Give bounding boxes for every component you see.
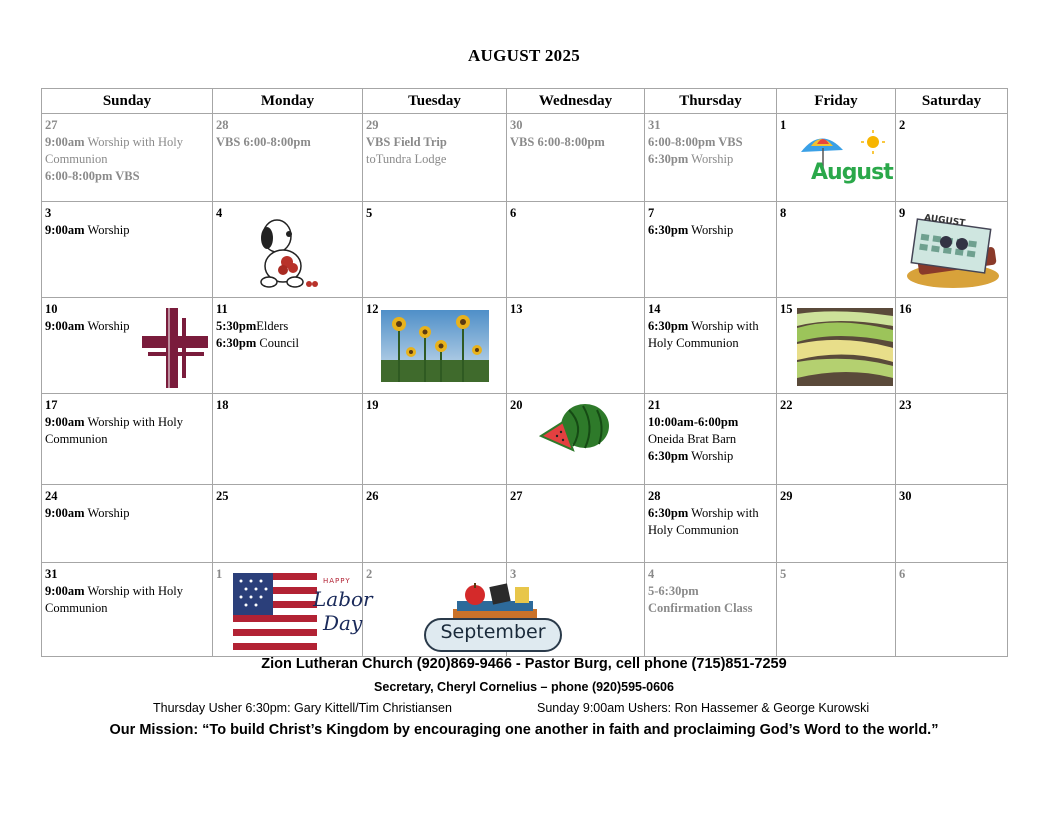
day-cell-friday — [777, 202, 896, 298]
event-text: Worship — [688, 223, 734, 237]
event-time: 6:00-8:00pm VBS — [45, 169, 140, 183]
event-time: 9:00am — [45, 223, 85, 237]
event-line — [648, 151, 774, 168]
calendar-title: AUGUST 2025 — [467, 46, 581, 65]
day-cell-content — [507, 298, 644, 318]
day-cell-saturday — [896, 485, 1008, 563]
day-cell-sunday — [42, 394, 213, 485]
event-line — [648, 318, 774, 352]
day-number: 24 — [45, 489, 58, 503]
weekday-wednesday: Wednesday — [507, 89, 645, 114]
day-cell-content — [507, 563, 644, 583]
day-number: 8 — [780, 206, 787, 220]
day-cell-content — [42, 114, 212, 185]
day-cell-content — [645, 394, 776, 465]
day-number: 7 — [648, 206, 655, 220]
calendar-grid — [41, 88, 1008, 657]
event-line — [366, 151, 504, 168]
day-number: 9 — [899, 206, 906, 220]
day-number: 14 — [648, 302, 661, 316]
event-text: Worship — [84, 506, 130, 520]
day-cell-content — [42, 394, 212, 448]
event-line — [648, 134, 774, 151]
day-number: 19 — [366, 398, 379, 412]
event-time: 5:30pm — [216, 319, 257, 333]
event-time: 5-6:30pm — [648, 584, 699, 598]
event-time: 6:30pm — [648, 152, 689, 166]
calendar-week-row — [42, 485, 1008, 563]
event-line — [648, 431, 774, 448]
event-line — [45, 222, 210, 239]
day-number: 23 — [899, 398, 912, 412]
labor-day-image — [233, 567, 373, 651]
day-number: 2 — [899, 118, 906, 132]
day-cell-content — [645, 563, 776, 617]
day-number: 29 — [780, 489, 793, 503]
day-number: 2 — [366, 567, 373, 581]
event-time: 10:00am-6:00pm — [648, 415, 739, 429]
day-cell-content — [645, 202, 776, 239]
day-number: 30 — [510, 118, 523, 132]
day-cell-saturday — [896, 114, 1008, 202]
september-word: September — [440, 621, 546, 643]
day-cell-content — [213, 114, 362, 151]
weekday-thursday: Thursday — [645, 89, 777, 114]
day-cell-wednesday — [507, 202, 645, 298]
watermelon-icon — [539, 402, 611, 454]
event-line — [45, 583, 210, 617]
day-number: 5 — [366, 206, 373, 220]
event-line — [45, 134, 210, 168]
day-cell-content — [42, 485, 212, 522]
day-cell-saturday — [896, 394, 1008, 485]
day-cell-friday — [777, 298, 896, 394]
day-number: 10 — [45, 302, 58, 316]
calendar-week-row — [42, 114, 1008, 202]
day-cell-wednesday — [507, 563, 645, 657]
day-cell-content — [777, 563, 895, 583]
day-cell-content — [42, 202, 212, 239]
event-text: toTundra Lodge — [366, 152, 447, 166]
event-text: Elders — [256, 319, 289, 333]
day-number: 26 — [366, 489, 379, 503]
day-cell-content — [645, 114, 776, 168]
weekday-header-row — [42, 89, 1008, 114]
event-text: Worship with Holy Communion — [45, 584, 183, 615]
day-number: 30 — [899, 489, 912, 503]
day-cell-content — [777, 394, 895, 414]
calendar-week-row — [42, 394, 1008, 485]
day-cell-content — [645, 298, 776, 352]
day-cell-wednesday — [507, 485, 645, 563]
labor-day-word1: Labor — [313, 587, 373, 611]
event-text: Worship with Holy Communion — [648, 506, 759, 537]
day-cell-saturday — [896, 298, 1008, 394]
day-cell-friday — [777, 485, 896, 563]
cross-icon — [142, 308, 208, 388]
secretary-line: Secretary, Cheryl Cornelius – phone (920)595-0606 — [374, 680, 674, 694]
sunflowers-image — [381, 310, 489, 382]
day-cell-saturday — [896, 202, 1008, 298]
day-cell-thursday — [645, 485, 777, 563]
labor-day-happy: HAPPY — [323, 577, 351, 585]
day-cell-content — [896, 563, 1007, 583]
day-number: 20 — [510, 398, 523, 412]
day-cell-thursday — [645, 202, 777, 298]
event-line — [216, 318, 360, 335]
watermelon-image — [539, 402, 611, 454]
day-cell-content — [507, 202, 644, 222]
day-cell-content — [213, 394, 362, 414]
day-number: 29 — [366, 118, 379, 132]
event-line — [366, 134, 504, 151]
day-cell-sunday — [42, 202, 213, 298]
event-time: 6:30pm — [648, 449, 689, 463]
day-cell-tuesday — [363, 202, 507, 298]
event-text: Worship — [688, 152, 734, 166]
event-time: 6:30pm — [648, 223, 689, 237]
day-number: 4 — [648, 567, 655, 581]
event-line — [648, 414, 774, 431]
day-number: 11 — [216, 302, 228, 316]
day-number: 4 — [216, 206, 223, 220]
day-cell-content — [777, 485, 895, 505]
day-cell-tuesday — [363, 114, 507, 202]
day-cell-monday — [213, 394, 363, 485]
corn-icon — [797, 308, 893, 386]
event-time: 9:00am — [45, 415, 85, 429]
day-cell-sunday — [42, 563, 213, 657]
event-time: 6:00-8:00pm VBS — [648, 135, 743, 149]
day-number: 3 — [45, 206, 52, 220]
event-text: Worship — [84, 223, 130, 237]
mission-statement: Our Mission: “To build Christ’s Kingdom by encouraging one another in faith and proclaiming God’s Word to the world.” — [109, 722, 939, 738]
event-time: 9:00am — [45, 319, 85, 333]
day-cell-content — [777, 202, 895, 222]
calendar-week-row — [42, 563, 1008, 657]
event-line — [216, 335, 360, 352]
calendar-week-row — [42, 202, 1008, 298]
day-number: 27 — [45, 118, 58, 132]
day-number: 31 — [45, 567, 58, 581]
day-cell-content — [507, 485, 644, 505]
day-number: 6 — [510, 206, 517, 220]
sunflowers-icon — [381, 310, 489, 382]
event-line — [216, 134, 360, 151]
event-line — [45, 414, 210, 448]
august-umbrella-image — [797, 126, 893, 190]
day-number: 28 — [216, 118, 229, 132]
event-text: Worship with Holy Communion — [648, 319, 759, 350]
day-number: 15 — [780, 302, 793, 316]
event-time: 6:30pm — [648, 506, 689, 520]
day-cell-thursday — [645, 394, 777, 485]
day-cell-monday — [213, 202, 363, 298]
day-number: 1 — [216, 567, 223, 581]
event-text: Worship with Holy Communion — [45, 135, 183, 166]
day-number: 28 — [648, 489, 661, 503]
day-number: 12 — [366, 302, 379, 316]
day-cell-tuesday — [363, 563, 546, 657]
day-cell-friday — [777, 114, 896, 202]
day-cell-monday — [213, 114, 363, 202]
day-cell-wednesday — [507, 114, 645, 202]
sunday-ushers: Sunday 9:00am Ushers: Ron Hassemer & George Kurowski — [537, 701, 870, 715]
day-cell-saturday — [896, 563, 1008, 657]
weekday-tuesday: Tuesday — [363, 89, 507, 114]
event-text: Council — [256, 336, 299, 350]
day-cell-content — [896, 298, 1007, 318]
day-cell-content — [507, 114, 644, 151]
day-number: 3 — [510, 567, 517, 581]
church-contact-line: Zion Lutheran Church (920)869-9466 - Pastor Burg, cell phone (715)851-7259 — [261, 656, 787, 672]
day-number: 25 — [216, 489, 229, 503]
day-number: 17 — [45, 398, 58, 412]
day-number: 6 — [899, 567, 906, 581]
weekday-friday: Friday — [777, 89, 896, 114]
event-line — [648, 448, 774, 465]
calendar-week-row — [42, 298, 1008, 394]
weekday-sunday: Sunday — [42, 89, 213, 114]
event-time: VBS 6:00-8:00pm — [216, 135, 311, 149]
day-cell-monday — [213, 563, 373, 657]
event-line — [648, 505, 774, 539]
event-time: 6:30pm — [216, 336, 257, 350]
day-cell-tuesday — [363, 485, 507, 563]
day-cell-thursday — [645, 563, 777, 657]
day-number: 16 — [899, 302, 912, 316]
day-cell-content — [363, 485, 506, 505]
day-cell-sunday — [42, 114, 213, 202]
day-cell-content — [363, 563, 506, 583]
day-cell-content — [363, 114, 506, 168]
day-cell-tuesday — [363, 394, 507, 485]
day-cell-thursday — [645, 298, 777, 394]
day-cell-wednesday — [507, 394, 645, 485]
event-line — [45, 505, 210, 522]
day-cell-sunday — [42, 298, 213, 394]
day-number: 31 — [648, 118, 661, 132]
weekday-monday: Monday — [213, 89, 363, 114]
event-line — [648, 222, 774, 239]
day-cell-monday — [213, 298, 363, 394]
day-number: 5 — [780, 567, 787, 581]
day-number: 22 — [780, 398, 793, 412]
day-cell-sunday — [42, 485, 213, 563]
day-cell-wednesday — [507, 298, 645, 394]
snoopy-image — [243, 210, 323, 290]
event-text: Worship — [84, 319, 130, 333]
event-line — [45, 168, 210, 185]
event-text: Worship — [688, 449, 734, 463]
day-cell-content — [896, 114, 1007, 134]
event-line — [648, 583, 774, 600]
august-word: August — [811, 160, 893, 185]
day-number: 1 — [780, 118, 787, 132]
day-number: 13 — [510, 302, 523, 316]
day-cell-content — [213, 298, 362, 352]
day-cell-content — [645, 485, 776, 539]
event-time: 9:00am — [45, 135, 85, 149]
day-cell-thursday — [645, 114, 777, 202]
cross-image — [142, 308, 208, 388]
day-cell-tuesday — [363, 298, 507, 394]
event-time: VBS 6:00-8:00pm — [510, 135, 605, 149]
event-time: 9:00am — [45, 584, 85, 598]
day-cell-content — [42, 563, 212, 617]
august-calendar-word: AUGUST — [923, 213, 966, 229]
event-text: Worship with Holy Communion — [45, 415, 183, 446]
corn-image — [797, 308, 893, 386]
event-time: Confirmation Class — [648, 601, 753, 615]
day-number: 18 — [216, 398, 229, 412]
event-line — [648, 600, 774, 617]
day-cell-friday — [777, 394, 896, 485]
event-time: VBS Field Trip — [366, 135, 447, 149]
snoopy-icon — [243, 210, 323, 290]
thursday-ushers: Thursday Usher 6:30pm: Gary Kittell/Tim Christiansen — [153, 701, 452, 715]
event-line — [510, 134, 642, 151]
labor-day-word2: Day — [323, 611, 363, 635]
event-text: Oneida Brat Barn — [648, 432, 737, 446]
weekday-saturday: Saturday — [896, 89, 1008, 114]
august-calendar-image — [906, 212, 1000, 288]
day-cell-content — [213, 485, 362, 505]
day-cell-content — [363, 202, 506, 222]
day-number: 27 — [510, 489, 523, 503]
day-cell-content — [896, 485, 1007, 505]
day-number: 21 — [648, 398, 661, 412]
day-cell-monday — [213, 485, 363, 563]
event-time: 9:00am — [45, 506, 85, 520]
day-cell-friday — [777, 563, 896, 657]
event-time: 6:30pm — [648, 319, 689, 333]
day-cell-content — [363, 394, 506, 414]
day-cell-content — [896, 394, 1007, 414]
